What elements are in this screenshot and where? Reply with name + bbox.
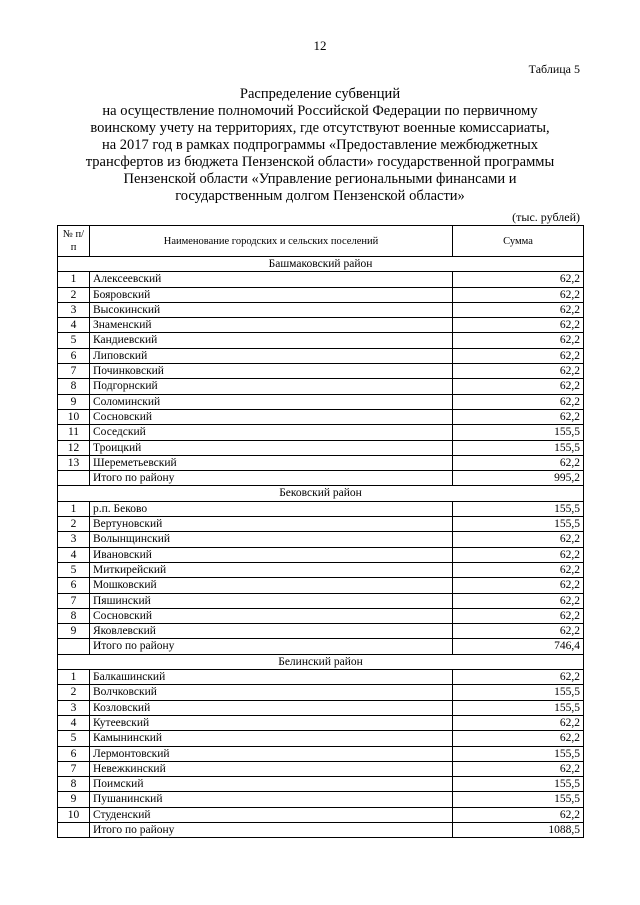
table-row xyxy=(58,761,584,776)
subvention-sum: 62,2 xyxy=(453,578,584,593)
subvention-sum: 62,2 xyxy=(453,715,584,730)
total-label: Итого по району xyxy=(90,639,453,654)
subvention-sum: 62,2 xyxy=(453,670,584,685)
district-row xyxy=(58,257,584,272)
title-line: на 2017 год в рамках подпрограммы «Предоставление межбюджетных xyxy=(101,137,539,153)
settlement-name: Кутеевский xyxy=(90,715,453,730)
table-row xyxy=(58,440,584,455)
subvention-sum: 62,2 xyxy=(453,364,584,379)
table-row xyxy=(58,578,584,593)
row-number: 7 xyxy=(58,761,90,776)
total-sum: 746,4 xyxy=(453,639,584,654)
settlement-name: Мошковский xyxy=(90,578,453,593)
header-sum: Сумма xyxy=(453,226,584,257)
subvention-sum: 62,2 xyxy=(453,318,584,333)
page-number: 12 xyxy=(313,38,327,53)
settlement-name: Миткирейский xyxy=(90,562,453,577)
table-row xyxy=(58,547,584,562)
settlement-name: Бояровский xyxy=(90,287,453,302)
row-number: 10 xyxy=(58,409,90,424)
subvention-sum: 155,5 xyxy=(453,440,584,455)
subvention-sum: 62,2 xyxy=(453,624,584,639)
table-row xyxy=(58,379,584,394)
settlement-name: Соседский xyxy=(90,425,453,440)
table-row xyxy=(58,670,584,685)
subvention-sum: 62,2 xyxy=(453,608,584,623)
row-number: 9 xyxy=(58,394,90,409)
subvention-sum: 155,5 xyxy=(453,700,584,715)
table-row xyxy=(58,746,584,761)
row-number: 4 xyxy=(58,318,90,333)
table-row xyxy=(58,287,584,302)
table-row xyxy=(58,777,584,792)
subvention-sum: 62,2 xyxy=(453,547,584,562)
row-number: 5 xyxy=(58,731,90,746)
row-number: 7 xyxy=(58,593,90,608)
table-row xyxy=(58,302,584,317)
units-label: (тыс. рублей) xyxy=(512,210,580,224)
subvention-sum: 155,5 xyxy=(453,425,584,440)
subvention-sum: 155,5 xyxy=(453,792,584,807)
row-number: 9 xyxy=(58,624,90,639)
total-sum: 995,2 xyxy=(453,471,584,486)
empty-cell xyxy=(58,822,90,837)
district-total-row xyxy=(58,471,584,486)
row-number: 8 xyxy=(58,777,90,792)
empty-cell xyxy=(58,639,90,654)
subvention-sum: 62,2 xyxy=(453,562,584,577)
subvention-table xyxy=(57,225,584,838)
row-number: 3 xyxy=(58,700,90,715)
settlement-name: Пяшинский xyxy=(90,593,453,608)
total-sum: 1088,5 xyxy=(453,822,584,837)
table-row xyxy=(58,517,584,532)
total-label: Итого по району xyxy=(90,822,453,837)
settlement-name: Шереметьевский xyxy=(90,455,453,470)
table-row xyxy=(58,532,584,547)
settlement-name: р.п. Беково xyxy=(90,501,453,516)
subvention-sum: 62,2 xyxy=(453,394,584,409)
table-row xyxy=(58,501,584,516)
subvention-sum: 62,2 xyxy=(453,807,584,822)
subvention-sum: 62,2 xyxy=(453,302,584,317)
subvention-sum: 155,5 xyxy=(453,777,584,792)
table-row xyxy=(58,318,584,333)
row-number: 1 xyxy=(58,670,90,685)
settlement-name: Троицкий xyxy=(90,440,453,455)
row-number: 2 xyxy=(58,517,90,532)
settlement-name: Высокинский xyxy=(90,302,453,317)
district-name: Бековский район xyxy=(58,486,584,501)
district-row xyxy=(58,654,584,669)
table-row xyxy=(58,425,584,440)
subvention-sum: 62,2 xyxy=(453,731,584,746)
subvention-sum: 155,5 xyxy=(453,517,584,532)
subvention-sum: 62,2 xyxy=(453,532,584,547)
row-number: 10 xyxy=(58,807,90,822)
district-name: Белинский район xyxy=(58,654,584,669)
header-num: № п/п xyxy=(58,226,90,257)
subvention-sum: 62,2 xyxy=(453,287,584,302)
district-total-row xyxy=(58,639,584,654)
row-number: 1 xyxy=(58,501,90,516)
subvention-sum: 155,5 xyxy=(453,746,584,761)
row-number: 12 xyxy=(58,440,90,455)
subvention-sum: 62,2 xyxy=(453,455,584,470)
settlement-name: Кандиевский xyxy=(90,333,453,348)
title-line: воинскому учету на территориях, где отсутствуют военные комиссариаты, xyxy=(90,120,550,136)
row-number: 5 xyxy=(58,562,90,577)
table-row xyxy=(58,731,584,746)
settlement-name: Пушанинский xyxy=(90,792,453,807)
table-row xyxy=(58,333,584,348)
title-line: на осуществление полномочий Российской Федерации по первичному xyxy=(102,103,538,119)
row-number: 6 xyxy=(58,746,90,761)
subvention-sum: 62,2 xyxy=(453,333,584,348)
row-number: 3 xyxy=(58,302,90,317)
table-row xyxy=(58,807,584,822)
table-row xyxy=(58,700,584,715)
settlement-name: Вертуновский xyxy=(90,517,453,532)
settlement-name: Алексеевский xyxy=(90,272,453,287)
table-row xyxy=(58,685,584,700)
table-row xyxy=(58,593,584,608)
settlement-name: Починковский xyxy=(90,364,453,379)
table-row xyxy=(58,608,584,623)
row-number: 4 xyxy=(58,715,90,730)
row-number: 13 xyxy=(58,455,90,470)
settlement-name: Студенский xyxy=(90,807,453,822)
settlement-name: Соломинский xyxy=(90,394,453,409)
settlement-name: Волынщинский xyxy=(90,532,453,547)
district-row xyxy=(58,486,584,501)
subvention-sum: 62,2 xyxy=(453,379,584,394)
table-row xyxy=(58,455,584,470)
row-number: 2 xyxy=(58,685,90,700)
table-row xyxy=(58,348,584,363)
row-number: 8 xyxy=(58,608,90,623)
table-header-row xyxy=(58,226,584,257)
table-body xyxy=(58,257,584,838)
settlement-name: Яковлевский xyxy=(90,624,453,639)
row-number: 9 xyxy=(58,792,90,807)
row-number: 5 xyxy=(58,333,90,348)
settlement-name: Липовский xyxy=(90,348,453,363)
table-row xyxy=(58,409,584,424)
table-row xyxy=(58,364,584,379)
settlement-name: Волчковский xyxy=(90,685,453,700)
table-row xyxy=(58,715,584,730)
subvention-sum: 155,5 xyxy=(453,501,584,516)
settlement-name: Камынинский xyxy=(90,731,453,746)
table-row xyxy=(58,792,584,807)
subvention-sum: 62,2 xyxy=(453,272,584,287)
settlement-name: Лермонтовский xyxy=(90,746,453,761)
table-row xyxy=(58,272,584,287)
subvention-sum: 155,5 xyxy=(453,685,584,700)
row-number: 6 xyxy=(58,348,90,363)
settlement-name: Подгорнский xyxy=(90,379,453,394)
row-number: 6 xyxy=(58,578,90,593)
settlement-name: Сосновский xyxy=(90,409,453,424)
table-label: Таблица 5 xyxy=(528,62,580,76)
settlement-name: Балкашинский xyxy=(90,670,453,685)
subvention-sum: 62,2 xyxy=(453,409,584,424)
subvention-sum: 62,2 xyxy=(453,761,584,776)
total-label: Итого по району xyxy=(90,471,453,486)
district-total-row xyxy=(58,822,584,837)
empty-cell xyxy=(58,471,90,486)
title-line: Пензенской области «Управление региональными финансами и xyxy=(123,171,517,187)
table-row xyxy=(58,624,584,639)
settlement-name: Ивановский xyxy=(90,547,453,562)
row-number: 7 xyxy=(58,364,90,379)
table-row xyxy=(58,394,584,409)
table-row xyxy=(58,562,584,577)
settlement-name: Знаменский xyxy=(90,318,453,333)
document-title xyxy=(58,86,582,205)
row-number: 8 xyxy=(58,379,90,394)
row-number: 3 xyxy=(58,532,90,547)
row-number: 4 xyxy=(58,547,90,562)
header-name: Наименование городских и сельских поселений xyxy=(90,226,453,257)
title-line: трансфертов из бюджета Пензенской области» государственной программы xyxy=(85,154,555,170)
row-number: 2 xyxy=(58,287,90,302)
title-line: Распределение субвенций xyxy=(239,86,401,102)
subvention-sum: 62,2 xyxy=(453,348,584,363)
settlement-name: Невежкинский xyxy=(90,761,453,776)
settlement-name: Козловский xyxy=(90,700,453,715)
settlement-name: Сосновский xyxy=(90,608,453,623)
title-line: государственным долгом Пензенской области» xyxy=(175,188,465,204)
settlement-name: Поимский xyxy=(90,777,453,792)
row-number: 11 xyxy=(58,425,90,440)
row-number: 1 xyxy=(58,272,90,287)
subvention-sum: 62,2 xyxy=(453,593,584,608)
district-name: Башмаковский район xyxy=(58,257,584,272)
